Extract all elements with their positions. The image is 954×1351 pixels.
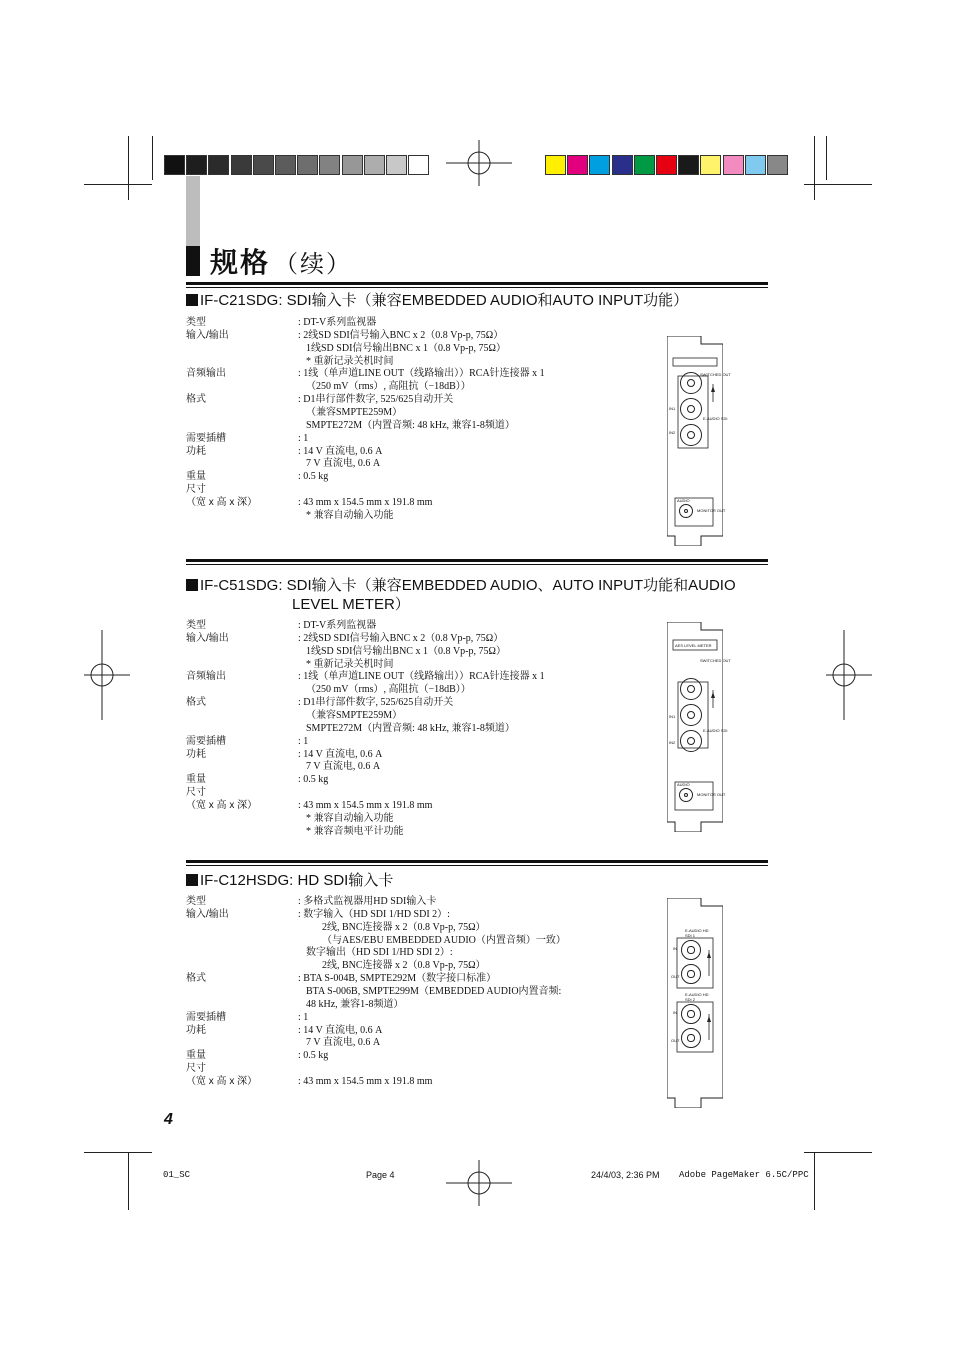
spec-value: （兼容SMPTE259M） xyxy=(306,709,403,721)
registration-mark-bottom xyxy=(446,1160,512,1206)
spec-value: （与AES/EBU EMBEDDED AUDIO（内置音频）一致） xyxy=(322,934,566,946)
spec-label: （宽 x 高 x 深） xyxy=(186,496,258,508)
spec-label: 类型 xyxy=(186,620,206,631)
spec-value: : 数字输入（HD SDI 1/HD SDI 2）: xyxy=(298,908,450,920)
crop-mark xyxy=(804,184,872,185)
color-swatch xyxy=(723,155,744,175)
spec-label: 输入/输出 xyxy=(186,329,229,341)
title-rule-thin xyxy=(186,287,768,288)
spec-value: : 43 mm x 154.5 mm x 191.8 mm xyxy=(298,496,433,508)
gray-swatch xyxy=(408,155,429,175)
spec-value: SMPTE272M（内置音频: 48 kHz, 兼容1-8频道） xyxy=(306,722,515,734)
spec-label: 音频输出 xyxy=(186,671,226,683)
bnc-in2-jack xyxy=(680,730,702,752)
label-in: IN xyxy=(673,946,677,951)
label-monitor-out: MONITOR OUT xyxy=(697,792,726,797)
spec-value: : 多格式监视器用HD SDI输入卡 xyxy=(298,896,437,907)
footer-file: 01_SC xyxy=(163,1170,191,1180)
spec-label: 尺寸 xyxy=(186,1063,206,1075)
section-rule xyxy=(186,860,768,863)
page-title-main: 规格 xyxy=(210,247,271,278)
label-switched-out: SWITCHED OUT xyxy=(700,372,731,377)
label-monitor-out: MONITOR OUT xyxy=(697,508,726,513)
spec-label: 需要插槽 xyxy=(186,432,226,444)
label-audio: AUDIO xyxy=(677,782,690,787)
crop-mark xyxy=(128,1152,129,1210)
bnc-hd2-out-jack xyxy=(681,1028,701,1048)
section-title xyxy=(186,291,776,310)
spec-value: : 1线（单声道LINE OUT（线路输出））RCA针连接器 x 1 xyxy=(298,368,545,380)
side-tab xyxy=(186,176,200,246)
spec-value: * 重新记录关机时间 xyxy=(306,355,394,367)
bnc-hd1-in-jack xyxy=(681,940,701,960)
label-in2: IN2 xyxy=(669,740,676,745)
gray-swatch xyxy=(208,155,229,175)
spec-value: * 重新记录关机时间 xyxy=(306,658,394,670)
label-out: OUT xyxy=(671,1038,680,1043)
footer-app: Adobe PageMaker 6.5C/PPC xyxy=(679,1170,809,1180)
spec-label: 类型 xyxy=(186,896,206,907)
bnc-in1-jack xyxy=(680,398,702,420)
color-swatch xyxy=(656,155,677,175)
gray-swatch xyxy=(297,155,318,175)
crop-mark xyxy=(826,136,827,180)
spec-value: BTA S-006B, SMPTE299M（EMBEDDED AUDIO内置音频: xyxy=(306,985,562,997)
spec-value: 数字输出（HD SDI 1/HD SDI 2）: xyxy=(306,947,453,959)
label-in: IN xyxy=(673,1010,677,1015)
spec-value: （兼容SMPTE259M） xyxy=(306,406,403,418)
label-in1: IN1 xyxy=(669,714,676,719)
spec-value: * 兼容音频电平计功能 xyxy=(306,825,404,837)
gray-swatch xyxy=(231,155,252,175)
spec-value: : 14 V 直流电, 0.6 A xyxy=(298,748,383,760)
label-in1: IN1 xyxy=(669,406,676,411)
square-bullet-icon xyxy=(186,874,198,886)
rca-audio-jack xyxy=(679,788,693,802)
spec-value: 48 kHz, 兼容1-8频道） xyxy=(306,998,404,1010)
gray-swatch xyxy=(342,155,363,175)
color-swatch xyxy=(567,155,588,175)
section-title xyxy=(186,871,776,890)
crop-mark xyxy=(84,184,152,185)
spec-value: : D1串行部件数字, 525/625自动开关 xyxy=(298,697,454,709)
spec-label: （宽 x 高 x 深） xyxy=(186,799,258,811)
spec-value: （250 mV（rms）, 高阻抗（−18dB）） xyxy=(306,684,471,696)
registration-mark-right xyxy=(826,630,872,720)
spec-value: SMPTE272M（内置音频: 48 kHz, 兼容1-8频道） xyxy=(306,419,515,431)
spec-value: 7 V 直流电, 0.6 A xyxy=(306,761,381,773)
crop-mark xyxy=(814,136,815,200)
bnc-hd1-out-jack xyxy=(681,964,701,984)
color-swatch xyxy=(678,155,699,175)
footer-date: 24/4/03, 2:36 PM xyxy=(591,1170,660,1180)
section-rule-thin xyxy=(186,865,768,866)
color-swatch xyxy=(767,155,788,175)
spec-label: 需要插槽 xyxy=(186,1011,226,1023)
card-panel-diagram xyxy=(667,898,723,1108)
spec-value: 1线SD SDI信号输出BNC x 1（0.8 Vp-p, 75Ω） xyxy=(306,342,506,354)
section-title-line1: IF-C51SDG: SDI输入卡（兼容EMBEDDED AUDIO、AUTO INPUT功能和AUDIO xyxy=(200,577,736,594)
color-swatch xyxy=(589,155,610,175)
label-eaudio: E-AUDIO SDI xyxy=(703,416,728,421)
registration-mark-top xyxy=(446,140,512,186)
gray-swatch xyxy=(186,155,207,175)
section-title-line1: IF-C21SDG: SDI输入卡（兼容EMBEDDED AUDIO和AUTO INPUT功能） xyxy=(200,292,689,309)
gray-swatch xyxy=(164,155,185,175)
spec-label: 输入/输出 xyxy=(186,908,229,920)
card-panel-diagram xyxy=(667,336,731,546)
color-swatch xyxy=(745,155,766,175)
spec-label: 尺寸 xyxy=(186,787,206,799)
section-title xyxy=(186,576,776,614)
spec-value: : 1 xyxy=(298,1011,309,1023)
label-switched-out: SWITCHED OUT xyxy=(700,658,731,663)
label-out: OUT xyxy=(671,974,680,979)
gray-swatch xyxy=(364,155,385,175)
title-rule xyxy=(186,282,768,285)
spec-label: 功耗 xyxy=(186,748,206,760)
footer-page: Page 4 xyxy=(366,1170,395,1180)
spec-label: 尺寸 xyxy=(186,484,206,496)
spec-label: 格式 xyxy=(186,394,206,406)
spec-value: : 1线（单声道LINE OUT（线路输出））RCA针连接器 x 1 xyxy=(298,671,545,683)
spec-value: （250 mV（rms）, 高阻抗（−18dB）） xyxy=(306,381,471,393)
spec-label: 音频输出 xyxy=(186,368,226,380)
spec-label: （宽 x 高 x 深） xyxy=(186,1075,258,1087)
spec-label: 功耗 xyxy=(186,1024,206,1036)
spec-value: : 0.5 kg xyxy=(298,471,329,483)
crop-mark xyxy=(128,136,129,200)
gray-swatch xyxy=(319,155,340,175)
spec-value: 1线SD SDI信号输出BNC x 1（0.8 Vp-p, 75Ω） xyxy=(306,645,506,657)
spec-value: : 2线SD SDI信号输入BNC x 2（0.8 Vp-p, 75Ω） xyxy=(298,632,504,644)
gray-swatch xyxy=(253,155,274,175)
gray-swatch xyxy=(386,155,407,175)
registration-mark-left xyxy=(84,630,130,720)
rca-audio-jack xyxy=(679,504,693,518)
panel-outline xyxy=(667,622,726,832)
label-audio: AUDIO xyxy=(677,498,690,503)
spec-value: 7 V 直流电, 0.6 A xyxy=(306,1037,381,1049)
label-hd-sdi-2: E-AUDIO HD SDI 2 xyxy=(685,992,709,1002)
spec-label: 重量 xyxy=(186,471,206,483)
spec-label: 重量 xyxy=(186,1050,206,1062)
spec-value: : DT-V系列监视器 xyxy=(298,620,377,631)
spec-label: 格式 xyxy=(186,973,206,985)
spec-value: 2线, BNC连接器 x 2（0.8 Vp-p, 75Ω） xyxy=(322,960,486,972)
bnc-out-jack xyxy=(680,372,702,394)
spec-value: : 0.5 kg xyxy=(298,1050,329,1062)
spec-label: 类型 xyxy=(186,317,206,328)
bnc-in1-jack xyxy=(680,704,702,726)
spec-value: 2线, BNC连接器 x 2（0.8 Vp-p, 75Ω） xyxy=(322,921,486,933)
spec-value: * 兼容自动输入功能 xyxy=(306,509,394,521)
spec-label: 输入/输出 xyxy=(186,632,229,644)
card-panel-diagram xyxy=(667,622,731,832)
spec-value: : 43 mm x 154.5 mm x 191.8 mm xyxy=(298,799,433,811)
spec-value: : 14 V 直流电, 0.6 A xyxy=(298,445,383,457)
page-title-suffix: （续） xyxy=(274,250,353,278)
spec-value: : D1串行部件数字, 525/625自动开关 xyxy=(298,394,454,406)
spec-value: : 1 xyxy=(298,735,309,747)
square-bullet-icon xyxy=(186,579,198,591)
title-bar xyxy=(186,246,200,276)
label-eaudio: E-AUDIO SDI xyxy=(703,728,728,733)
bnc-hd2-in-jack xyxy=(681,1004,701,1024)
spec-label: 重量 xyxy=(186,774,206,786)
color-swatch xyxy=(700,155,721,175)
spec-value: : 2线SD SDI信号输入BNC x 2（0.8 Vp-p, 75Ω） xyxy=(298,329,504,341)
spec-label: 格式 xyxy=(186,697,206,709)
gray-swatch xyxy=(275,155,296,175)
section-rule xyxy=(186,559,768,562)
spec-value: : 14 V 直流电, 0.6 A xyxy=(298,1024,383,1036)
spec-value: : DT-V系列监视器 xyxy=(298,317,377,328)
crop-mark xyxy=(804,1152,872,1153)
crop-mark xyxy=(84,1152,152,1153)
page-title xyxy=(186,241,352,281)
crop-mark xyxy=(152,136,153,180)
bnc-in2-jack xyxy=(680,424,702,446)
spec-value: : BTA S-004B, SMPTE292M（数字接口标准） xyxy=(298,973,497,985)
section-title-line1: IF-C12HSDG: HD SDI输入卡 xyxy=(200,872,394,889)
spec-value: : 1 xyxy=(298,432,309,444)
page-number: 4 xyxy=(164,1111,173,1128)
section-title-line2: LEVEL METER） xyxy=(292,596,410,613)
section-rule-thin xyxy=(186,564,768,565)
color-swatch xyxy=(612,155,633,175)
spec-value: : 0.5 kg xyxy=(298,774,329,786)
spec-label: 需要插槽 xyxy=(186,735,226,747)
label-level-meter: AES LEVEL METER xyxy=(675,643,712,648)
spec-value: 7 V 直流电, 0.6 A xyxy=(306,458,381,470)
spec-label: 功耗 xyxy=(186,445,206,457)
spec-value: * 兼容自动输入功能 xyxy=(306,812,394,824)
color-swatch xyxy=(634,155,655,175)
label-in2: IN2 xyxy=(669,430,676,435)
spec-value: : 43 mm x 154.5 mm x 191.8 mm xyxy=(298,1075,433,1087)
square-bullet-icon xyxy=(186,294,198,306)
bnc-out-jack xyxy=(680,678,702,700)
color-swatch xyxy=(545,155,566,175)
crop-mark xyxy=(814,1152,815,1210)
label-hd-sdi-1: E-AUDIO HD SDI 1 xyxy=(685,928,709,938)
